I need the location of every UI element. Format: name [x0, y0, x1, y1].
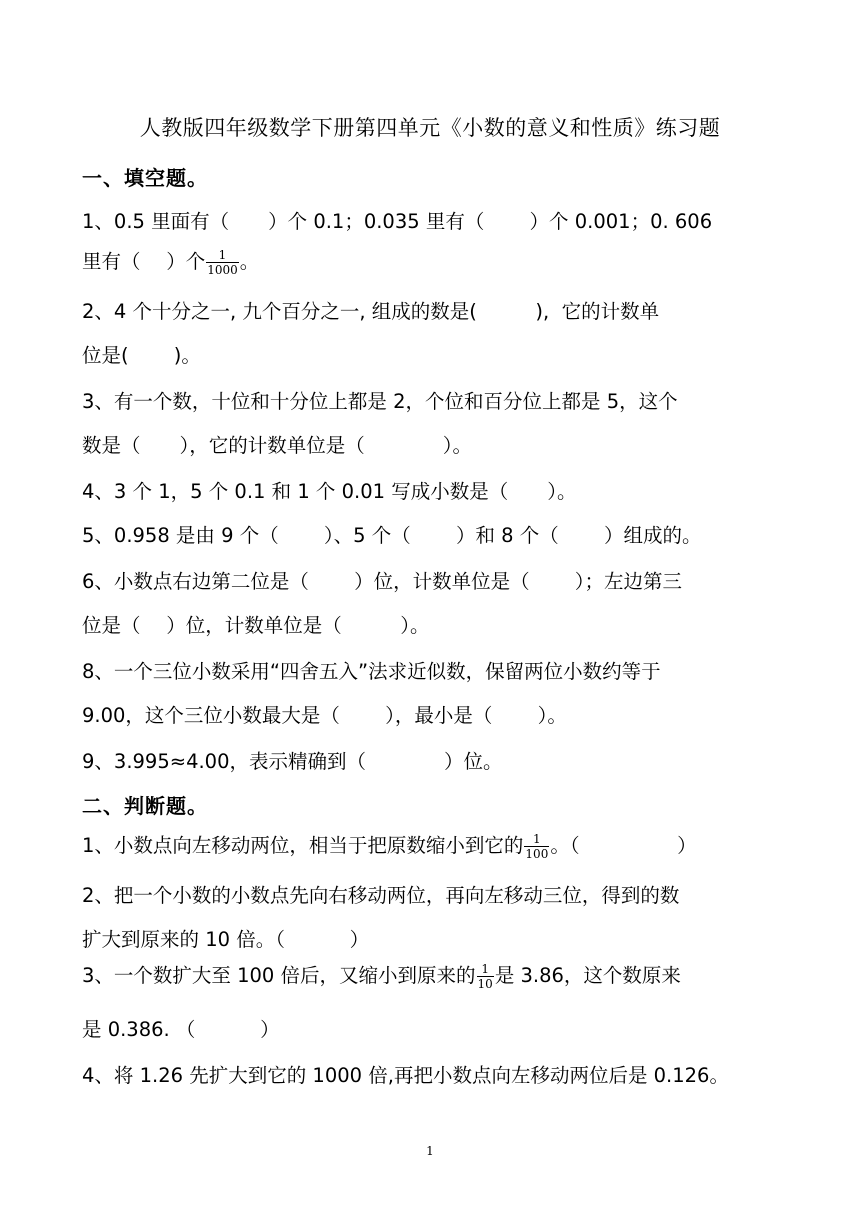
question-3-line-1: 3、有一个数，十位和十分位上都是 2，个位和百分位上都是 5，这个 [82, 390, 678, 413]
tf-question-3-text: 3、一个数扩大至 100 倍后，又缩小到原来的 [82, 964, 476, 987]
fraction-denominator: 10 [477, 977, 493, 991]
question-6-line-2: 位是（ ）位，计数单位是（ ）。 [82, 614, 430, 637]
question-9: 9、3.995≈4.00，表示精确到（ ）位。 [82, 750, 503, 773]
tf-question-2-line-2: 扩大到原来的 10 倍。（ ） [82, 928, 370, 951]
fraction-1-over-10 [477, 962, 494, 991]
fraction-denominator: 100 [525, 847, 549, 861]
question-1-text: 里有（ ）个 [82, 250, 206, 273]
tf-question-1 [82, 830, 697, 861]
fraction-1-over-1000 [206, 248, 239, 277]
tf-question-3-line-2: 是 0.386. （ ） [82, 1018, 280, 1041]
tf-question-3-line-1 [82, 960, 681, 991]
question-1-line-2 [82, 246, 259, 277]
question-8-line-2: 9.00，这个三位小数最大是（ ），最小是（ ）。 [82, 704, 567, 727]
question-3-line-2: 数是（ ），它的计数单位是（ ）。 [82, 434, 473, 457]
section-heading-true-false: 二、判断题。 [82, 794, 208, 818]
question-2-line-1: 2、4 个十分之一, 九个百分之一, 组成的数是( ), 它的计数单 [82, 300, 660, 323]
tf-question-1-text: 1、小数点向左移动两位，相当于把原数缩小到它的 [82, 834, 524, 857]
question-6-line-1: 6、小数点右边第二位是（ ）位，计数单位是（ ）；左边第三 [82, 570, 683, 593]
section-heading-fill-blank: 一、填空题。 [82, 166, 208, 190]
tf-question-3-end: 是 3.86，这个数原来 [494, 964, 681, 987]
question-5: 5、0.958 是由 9 个（ ）、5 个（ ）和 8 个（ ）组成的。 [82, 524, 702, 547]
fraction-numerator: 1 [477, 962, 494, 977]
question-1-end: 。 [239, 250, 260, 273]
question-2-line-2: 位是( )。 [82, 344, 201, 367]
fraction-numerator: 1 [524, 832, 549, 847]
tf-question-4: 4、将 1.26 先扩大到它的 1000 倍,再把小数点向左移动两位后是 0.126。 [82, 1064, 729, 1087]
question-4: 4、3 个 1，5 个 0.1 和 1 个 0.01 写成小数是（ ）。 [82, 480, 577, 503]
page-number: 1 [426, 1144, 434, 1158]
question-8-line-1: 8、一个三位小数采用“四舍五入”法求近似数，保留两位小数约等于 [82, 660, 661, 683]
tf-question-2-line-1: 2、把一个小数的小数点先向右移动两位，再向左移动三位，得到的数 [82, 884, 680, 907]
fraction-numerator: 1 [206, 248, 239, 263]
tf-question-1-end: 。（ ） [550, 834, 697, 857]
fraction-denominator: 1000 [207, 263, 238, 277]
fraction-1-over-100 [524, 832, 549, 861]
question-1-line-1: 1、0.5 里面有（ ）个 0.1；0.035 里有（ ）个 0.001；0. 606 [82, 210, 713, 233]
page-title: 人教版四年级数学下册第四单元《小数的意义和性质》练习题 [139, 116, 721, 140]
